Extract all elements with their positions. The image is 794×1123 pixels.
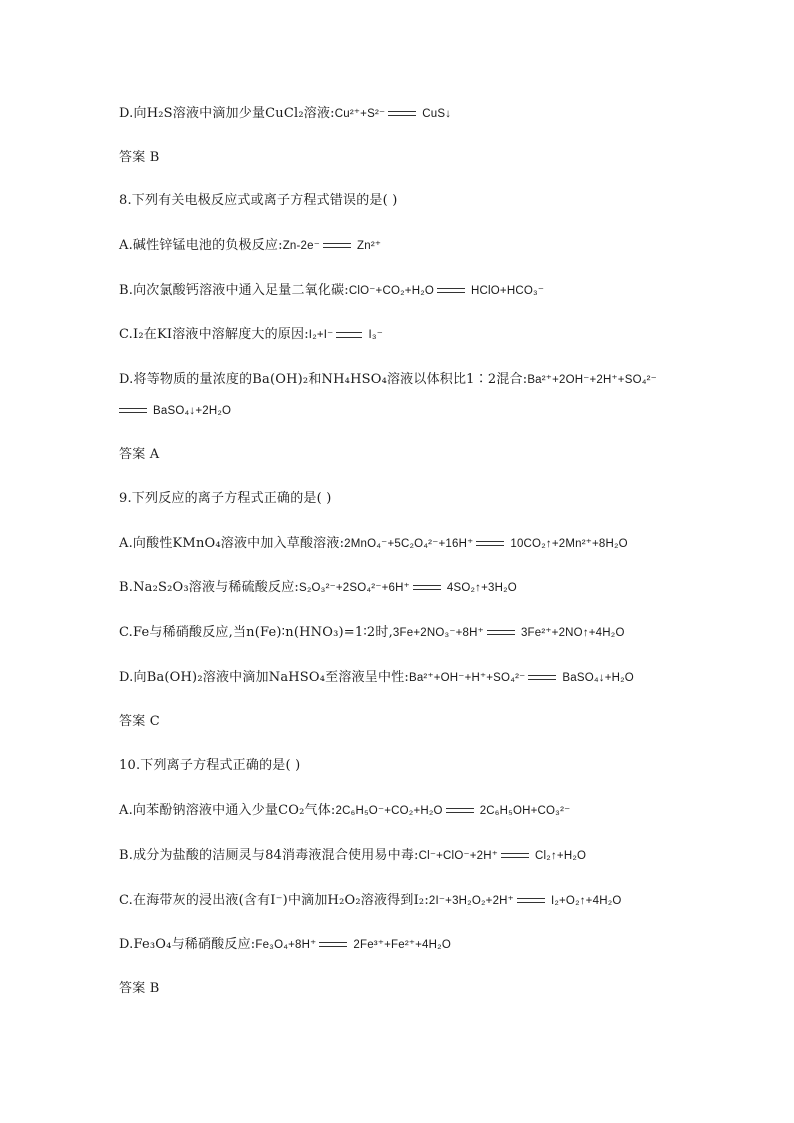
equation-right: 10CO₂↑+2Mn²⁺+8H₂O <box>510 538 628 550</box>
q9-answer: 答案 C <box>119 714 160 729</box>
equation-left: Ba²⁺+OH⁻+H⁺+SO₄²⁻ <box>408 672 526 684</box>
q10-option-a <box>119 803 570 819</box>
equation-left: ClO⁻+CO₂+H₂O <box>348 285 435 297</box>
q8-option-b <box>119 283 544 299</box>
equation-left: S₂O₃²⁻+2SO₄²⁻+6H⁺ <box>299 582 410 594</box>
equation-right: BaSO₄↓+2H₂O <box>153 405 232 417</box>
equation-right: Cl₂↑+H₂O <box>535 850 587 862</box>
equation-right: 3Fe²⁺+2NO↑+4H₂O <box>520 627 625 639</box>
equals-arrow <box>517 898 545 903</box>
equation-left: 2MnO₄⁻+5C₂O₄²⁻+16H⁺ <box>344 538 474 550</box>
equals-arrow <box>388 111 416 116</box>
equals-arrow <box>487 630 515 635</box>
equation-left: Ba²⁺+2OH⁻+2H⁺+SO₄²⁻ <box>527 374 657 386</box>
equation-left: 2C₆H₅O⁻+CO₂+H₂O <box>335 805 443 817</box>
equals-arrow <box>528 675 556 680</box>
equals-arrow <box>437 288 465 293</box>
q8-option-d-cont <box>119 403 231 419</box>
option-text: D.Fe₃O₄与稀硝酸反应: <box>119 937 256 952</box>
option-text: B.向次氯酸钙溶液中通入足量二氧化碳: <box>119 283 349 298</box>
option-text: B.Na₂S₂O₃溶液与稀硫酸反应: <box>119 580 299 595</box>
option-text: D.向Ba(OH)₂溶液中滴加NaHSO₄至溶液呈中性: <box>119 670 409 685</box>
q10-option-c <box>119 893 622 909</box>
equation-right: I₂+O₂↑+4H₂O <box>550 895 622 907</box>
q8-stem: 8.下列有关电极反应式或离子方程式错误的是( ) <box>119 193 398 208</box>
option-text: C.Fe与稀硝酸反应,当n(Fe)∶n(HNO₃)=1∶2时, <box>119 625 393 640</box>
option-text: C.在海带灰的浸出液(含有I⁻)中滴加H₂O₂溶液得到I₂: <box>119 893 429 908</box>
q9-option-a <box>119 536 628 552</box>
equation-left: Cu²⁺+S²⁻ <box>334 108 386 120</box>
equation-right: CuS↓ <box>422 108 452 120</box>
equals-arrow <box>323 243 351 248</box>
option-text: B.成分为盐酸的洁厕灵与84消毒液混合使用易中毒: <box>119 848 419 863</box>
reversible-arrow <box>336 332 362 338</box>
equation-right: 4SO₂↑+3H₂O <box>446 582 517 594</box>
equals-arrow <box>476 541 504 546</box>
equation-right: BaSO₄↓+H₂O <box>562 672 634 684</box>
q10-option-d <box>119 937 451 953</box>
q8-option-a <box>119 238 381 254</box>
q8-option-c <box>119 327 383 343</box>
option-text: D.将等物质的量浓度的Ba(OH)₂和NH₄HSO₄溶液以体积比1∶2混合: <box>119 372 528 387</box>
q9-option-c <box>119 625 625 641</box>
equation-left: Cl⁻+ClO⁻+2H⁺ <box>418 850 499 862</box>
equation-left: Zn-2e⁻ <box>282 240 321 252</box>
q7-answer: 答案 B <box>119 150 160 165</box>
equation-right: HClO+HCO₃⁻ <box>471 285 545 297</box>
q9-option-b <box>119 580 517 596</box>
equation-left: Fe₃O₄+8H⁺ <box>255 939 317 951</box>
equation-left: 2I⁻+3H₂O₂+2H⁺ <box>428 895 514 907</box>
equation-right: I₃⁻ <box>368 329 383 341</box>
option-text: A.向酸性KMnO₄溶液中加入草酸溶液: <box>119 536 345 551</box>
equals-arrow <box>319 942 347 947</box>
q10-option-b <box>119 848 586 864</box>
q8-option-d <box>119 372 657 388</box>
equals-arrow <box>446 808 474 813</box>
q7-option-d <box>119 106 451 122</box>
equation-right: Zn²⁺ <box>357 240 382 252</box>
equation-right: 2Fe³⁺+Fe²⁺+4H₂O <box>353 939 451 951</box>
option-text: A.向苯酚钠溶液中通入少量CO₂气体: <box>119 803 336 818</box>
equals-arrow <box>501 853 529 858</box>
q9-option-d <box>119 670 634 686</box>
q8-answer: 答案 A <box>119 447 160 462</box>
equation-left: 3Fe+2NO₃⁻+8H⁺ <box>392 627 484 639</box>
q10-answer: 答案 B <box>119 981 160 996</box>
q10-stem: 10.下列离子方程式正确的是( ) <box>119 758 301 773</box>
equation-right: 2C₆H₅OH+CO₃²⁻ <box>479 805 571 817</box>
equals-arrow <box>119 408 147 413</box>
equation-left: I₂+I⁻ <box>308 329 334 341</box>
option-text: C.I₂在KI溶液中溶解度大的原因: <box>119 327 309 342</box>
q9-stem: 9.下列反应的离子方程式正确的是( ) <box>119 491 332 506</box>
option-text: D.向H₂S溶液中滴加少量CuCl₂溶液: <box>119 106 335 121</box>
option-text: A.碱性锌锰电池的负极反应: <box>119 238 283 253</box>
equals-arrow <box>413 585 441 590</box>
